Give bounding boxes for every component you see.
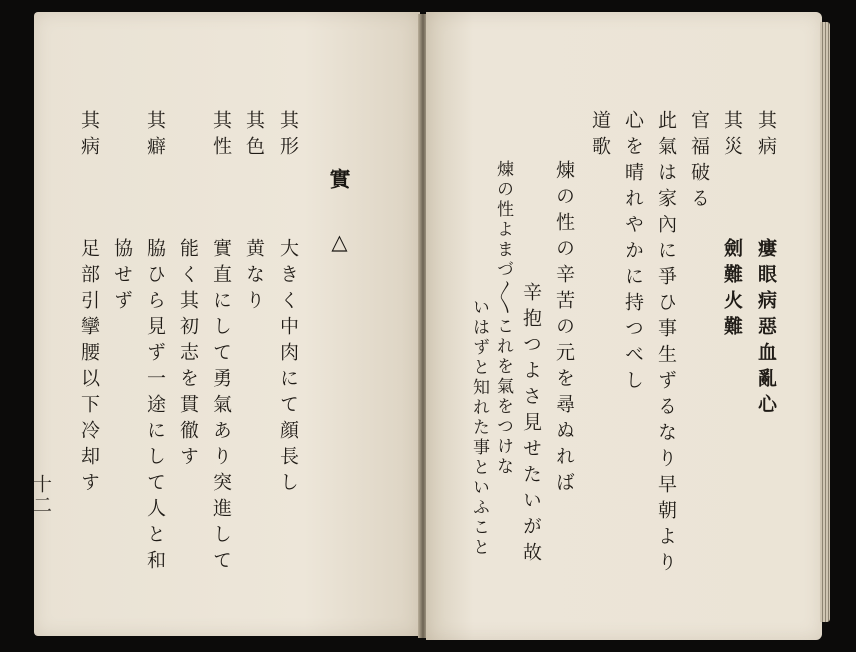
poem-line-4: いはずと知れた事といふこと <box>469 298 489 558</box>
poem-line-1: 煉の性の辛苦の元を尋ぬれば <box>553 160 575 498</box>
label-disaster: 其災 <box>721 110 743 162</box>
line-illness: 足部引攣腰以下冷却す <box>78 238 100 498</box>
line-family-2: 心を晴れやかに持つべし <box>622 110 644 396</box>
left-page <box>30 12 420 636</box>
line-family-1: 此氣は家內に爭ひ事生ずるなり早朝より <box>655 110 677 578</box>
line-disaster: 劍難火難 <box>721 238 743 342</box>
section-heading: 實△ <box>327 168 352 294</box>
page-number: 十二 <box>30 474 52 516</box>
line-nature-2: 能く其初志を貫徹す <box>177 238 199 472</box>
label-illness: 其病 <box>78 110 100 162</box>
page-edges <box>820 22 830 622</box>
line-color: 黄なり <box>243 238 265 316</box>
label-nature: 其性 <box>210 110 232 162</box>
poem-line-2: 辛抱つよさ見せたいが故 <box>520 282 542 568</box>
label-shape: 其形 <box>277 110 299 162</box>
line-illness: 瘻眼病惡血亂心 <box>755 238 777 420</box>
right-page <box>426 12 822 640</box>
label-poem: 道歌 <box>589 110 611 162</box>
line-official: 官福破る <box>688 110 710 214</box>
line-nature-1: 實直にして勇氣あり突進して <box>210 238 232 576</box>
line-habit: 協せず <box>111 238 133 316</box>
label-habit: 其癖 <box>144 110 166 162</box>
line-shape: 大きく中肉にて顔長し <box>277 238 299 498</box>
line-nature-3: 脇ひら見ず一途にして人と和 <box>144 238 166 576</box>
label-color: 其色 <box>243 110 265 162</box>
poem-line-3: 煉の性よまづ〳〵これを氣をつけな <box>493 160 513 477</box>
label-illness: 其病 <box>755 110 777 162</box>
